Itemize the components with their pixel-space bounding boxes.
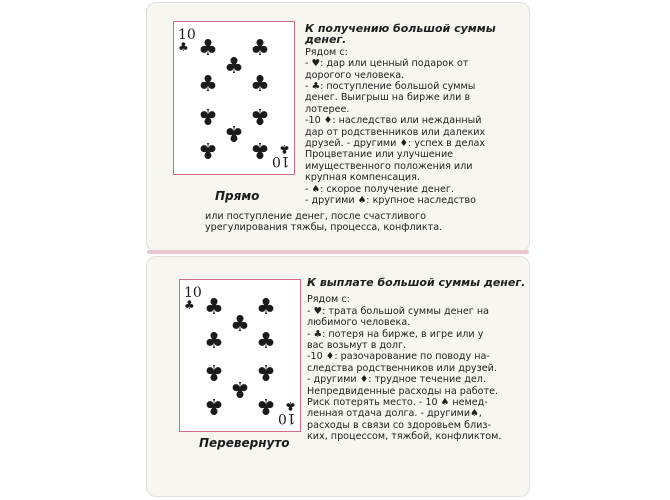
club-icon: ♣ [198, 103, 218, 128]
club-icon: ♣ [198, 72, 218, 97]
meaning-line: или поступление денег, после счастливого [205, 211, 426, 222]
meaning-line: денег. Выигрыш на бирже или в [305, 92, 471, 104]
meaning-line: любимого человека. [307, 317, 411, 329]
meaning-line: крупная компенсация. [305, 172, 420, 184]
meaning-line: -10 ♦: наследство или нежданный [305, 115, 482, 127]
meaning-line: - другими ♠: крупное наследство [305, 195, 477, 207]
meaning-text-upright-continued [205, 211, 525, 234]
meaning-line: - ♥: трата большой суммы денег на [307, 305, 489, 317]
meaning-line: лотерее. [305, 103, 350, 115]
meaning-line: - ♠: скорое получение денег. [305, 183, 455, 195]
club-icon: ♣ [285, 399, 296, 413]
club-icon: ♣ [256, 329, 276, 354]
club-icon: ♣ [198, 36, 218, 61]
meaning-line: - другими ♦: трудное течение дел. [307, 374, 486, 386]
meaning-line: дар от родственников или далеких [305, 126, 486, 138]
orientation-label: Перевернуто [199, 436, 290, 450]
card-rank: 10 [178, 27, 196, 43]
club-icon: ♣ [250, 137, 270, 162]
card-corner-bottom-right [272, 143, 290, 170]
club-icon: ♣ [184, 298, 195, 312]
meaning-line: Рядом с: [305, 46, 348, 58]
card-rank: 10 [272, 153, 290, 169]
card-meaning-panel-reversed [146, 256, 530, 497]
meaning-line: следства родственников или друзей. [307, 362, 497, 374]
club-icon: ♣ [250, 36, 270, 61]
meaning-line: ких, процессом, тяжбой, конфликтом. [307, 431, 502, 443]
divider [147, 250, 529, 254]
club-icon: ♣ [230, 312, 250, 337]
meaning-line: вас возьмут в долг. [307, 340, 407, 352]
card-meaning-panel-upright [146, 2, 530, 252]
meaning-line: имущественного положения или [305, 160, 473, 172]
meaning-title: К выплате большой суммы денег. [307, 276, 526, 289]
meaning-line: друзей. - другими ♦: успех в делах [305, 138, 486, 150]
orientation-label: Прямо [215, 189, 260, 203]
card-rank: 10 [184, 285, 202, 301]
meaning-line: -10 ♦: разочарование по поводу на- [307, 351, 490, 363]
card-rank: 10 [278, 410, 296, 426]
club-icon: ♣ [256, 393, 276, 418]
meaning-line: - ♥: дар или ценный подарок от [305, 58, 469, 70]
meaning-line: расходы в связи со здоровьем близ- [307, 419, 491, 431]
meaning-title: К получению большой суммы денег. [305, 22, 496, 47]
meaning-text-reversed [307, 277, 527, 443]
meaning-line: Непредвиденные расходы на работе. [307, 385, 499, 397]
card-corner-bottom-right [278, 400, 296, 427]
meaning-line: урегулирования тяжбы, процесса, конфликта. [205, 222, 443, 234]
club-icon: ♣ [204, 359, 224, 384]
meaning-line: Рядом с: [307, 294, 350, 306]
club-icon: ♣ [279, 142, 290, 156]
meaning-line: дорогого человека. [305, 69, 405, 81]
playing-card-ten-of-clubs-reversed [179, 279, 301, 432]
meaning-line: - ♣: поступление большой суммы [305, 81, 476, 93]
club-icon: ♣ [250, 103, 270, 128]
meaning-line: Процветание или улучшение [305, 149, 454, 161]
club-icon: ♣ [204, 295, 224, 320]
meaning-line: Риск потерять место. - 10 ♠ немед- [307, 397, 488, 409]
club-icon: ♣ [224, 120, 244, 145]
club-icon: ♣ [204, 393, 224, 418]
club-icon: ♣ [256, 295, 276, 320]
meaning-line: ленная отдача долга. - другими♠, [307, 408, 482, 420]
card-corner-top-left [184, 284, 202, 311]
club-icon: ♣ [224, 54, 244, 79]
card-corner-top-left [178, 26, 196, 53]
meaning-line: - ♣: потеря на бирже, в игре или у [307, 328, 484, 340]
playing-card-ten-of-clubs-upright [173, 21, 295, 175]
club-icon: ♣ [178, 40, 189, 54]
club-icon: ♣ [230, 376, 250, 401]
meaning-text-upright [305, 23, 525, 207]
club-icon: ♣ [198, 137, 218, 162]
club-icon: ♣ [250, 72, 270, 97]
club-icon: ♣ [256, 359, 276, 384]
club-icon: ♣ [204, 329, 224, 354]
